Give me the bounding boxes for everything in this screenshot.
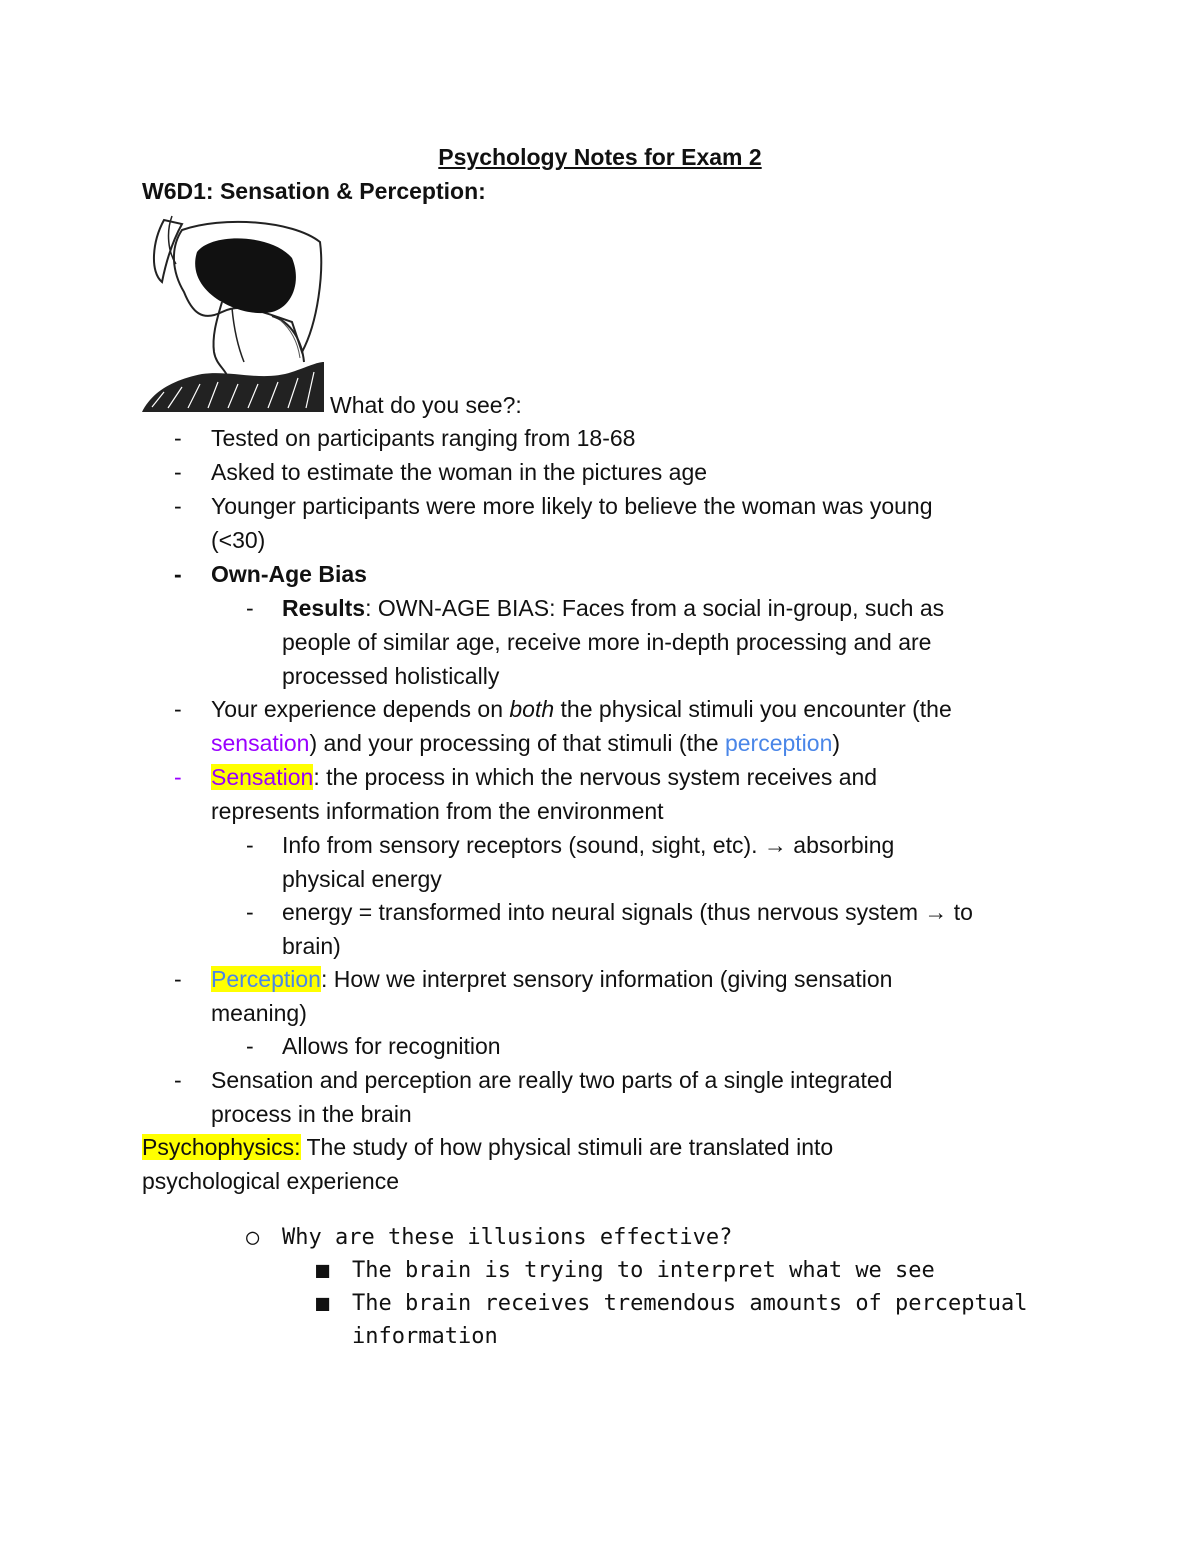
- emphasis-text: both: [509, 696, 555, 722]
- sensation-term-highlight: Sensation: [211, 764, 314, 790]
- list-item-text: Why are these illusions effective?: [282, 1225, 733, 1250]
- perception-term: perception: [724, 730, 833, 756]
- illustration-caption: What do you see?:: [330, 392, 522, 418]
- text-segment: : How we interpret sensory information (giving sensation: [320, 966, 893, 992]
- dash-marker: -: [174, 966, 182, 992]
- list-item-text: [211, 760, 1071, 794]
- list-item-text: The brain receives tremendous amounts of perceptual: [352, 1291, 1028, 1316]
- dash-marker: -: [174, 425, 182, 451]
- list-item-continuation: [352, 1320, 1072, 1354]
- text-segment: ): [832, 730, 841, 756]
- list-item-text: [211, 726, 1071, 760]
- list-item-text: Younger participants were more likely to believe the woman was young: [211, 493, 933, 519]
- dash-marker: -: [246, 832, 254, 858]
- results-text: : OWN-AGE BIAS: Faces from a social in-group, such as: [365, 595, 945, 621]
- list-item-text: process in the brain: [211, 1101, 412, 1127]
- young-woman-old-woman-illusion-icon: [142, 212, 324, 412]
- list-item-text: (<30): [211, 527, 266, 553]
- list-item-text: brain): [282, 933, 341, 959]
- text-segment: ) and your processing of that stimuli (the: [309, 730, 725, 756]
- list-item-text: people of similar age, receive more in-depth processing and are: [282, 629, 932, 655]
- page-title: Psychology Notes for Exam 2: [438, 144, 762, 170]
- dash-marker: -: [174, 1067, 182, 1093]
- psychophysics-paragraph-continuation: [142, 1164, 1042, 1198]
- text-segment: the physical stimuli you encounter (the: [554, 696, 952, 722]
- list-item-text: physical energy: [282, 866, 442, 892]
- list-item-text: [211, 692, 1071, 726]
- square-bullet-icon: ■: [316, 1291, 330, 1316]
- circle-bullet-icon: ○: [246, 1225, 260, 1250]
- list-item-text: processed holistically: [282, 663, 500, 689]
- list-item-text: The brain is trying to interpret what we see: [352, 1258, 935, 1283]
- text-segment: psychological experience: [142, 1168, 399, 1194]
- section-heading: W6D1: Sensation & Perception:: [142, 178, 486, 204]
- text-segment: The study of how physical stimuli are translated into: [300, 1134, 834, 1160]
- dash-marker: -: [174, 459, 182, 485]
- list-item-text: Sensation and perception are really two parts of a single integrated: [211, 1067, 893, 1093]
- dash-marker: -: [174, 696, 182, 722]
- list-item-text: Tested on participants ranging from 18-68: [211, 425, 636, 451]
- dash-marker: -: [246, 1033, 254, 1059]
- list-item-text: meaning): [211, 1000, 307, 1026]
- psychophysics-term: Psychophysics:: [142, 1134, 301, 1160]
- dash-marker: -: [174, 764, 182, 790]
- dash-marker: -: [246, 899, 254, 925]
- list-item-text: represents information from the environment: [211, 798, 664, 824]
- dash-marker: -: [246, 595, 254, 621]
- list-item-text: energy = transformed into neural signals (thus nervous system → to: [282, 899, 973, 925]
- text-segment: Your experience depends on: [211, 696, 510, 722]
- text-segment: : the process in which the nervous system receives and: [313, 764, 878, 790]
- list-item-text: Asked to estimate the woman in the pictures age: [211, 459, 708, 485]
- dash-marker: -: [174, 561, 182, 587]
- square-bullet-icon: ■: [316, 1258, 330, 1283]
- list-item-text: [282, 591, 1062, 625]
- dash-marker: -: [174, 493, 182, 519]
- sensation-term: sensation: [211, 730, 310, 756]
- list-item-text: Info from sensory receptors (sound, sight, etc). → absorbing: [282, 832, 895, 858]
- list-item-text: Allows for recognition: [282, 1033, 501, 1059]
- list-item-text: information: [352, 1324, 498, 1349]
- psychophysics-paragraph: [142, 1130, 1042, 1164]
- list-item-text: [211, 962, 1071, 996]
- list-item-text: Own-Age Bias: [211, 561, 367, 587]
- perception-term-highlight: Perception: [211, 966, 321, 992]
- results-label: Results: [282, 595, 366, 621]
